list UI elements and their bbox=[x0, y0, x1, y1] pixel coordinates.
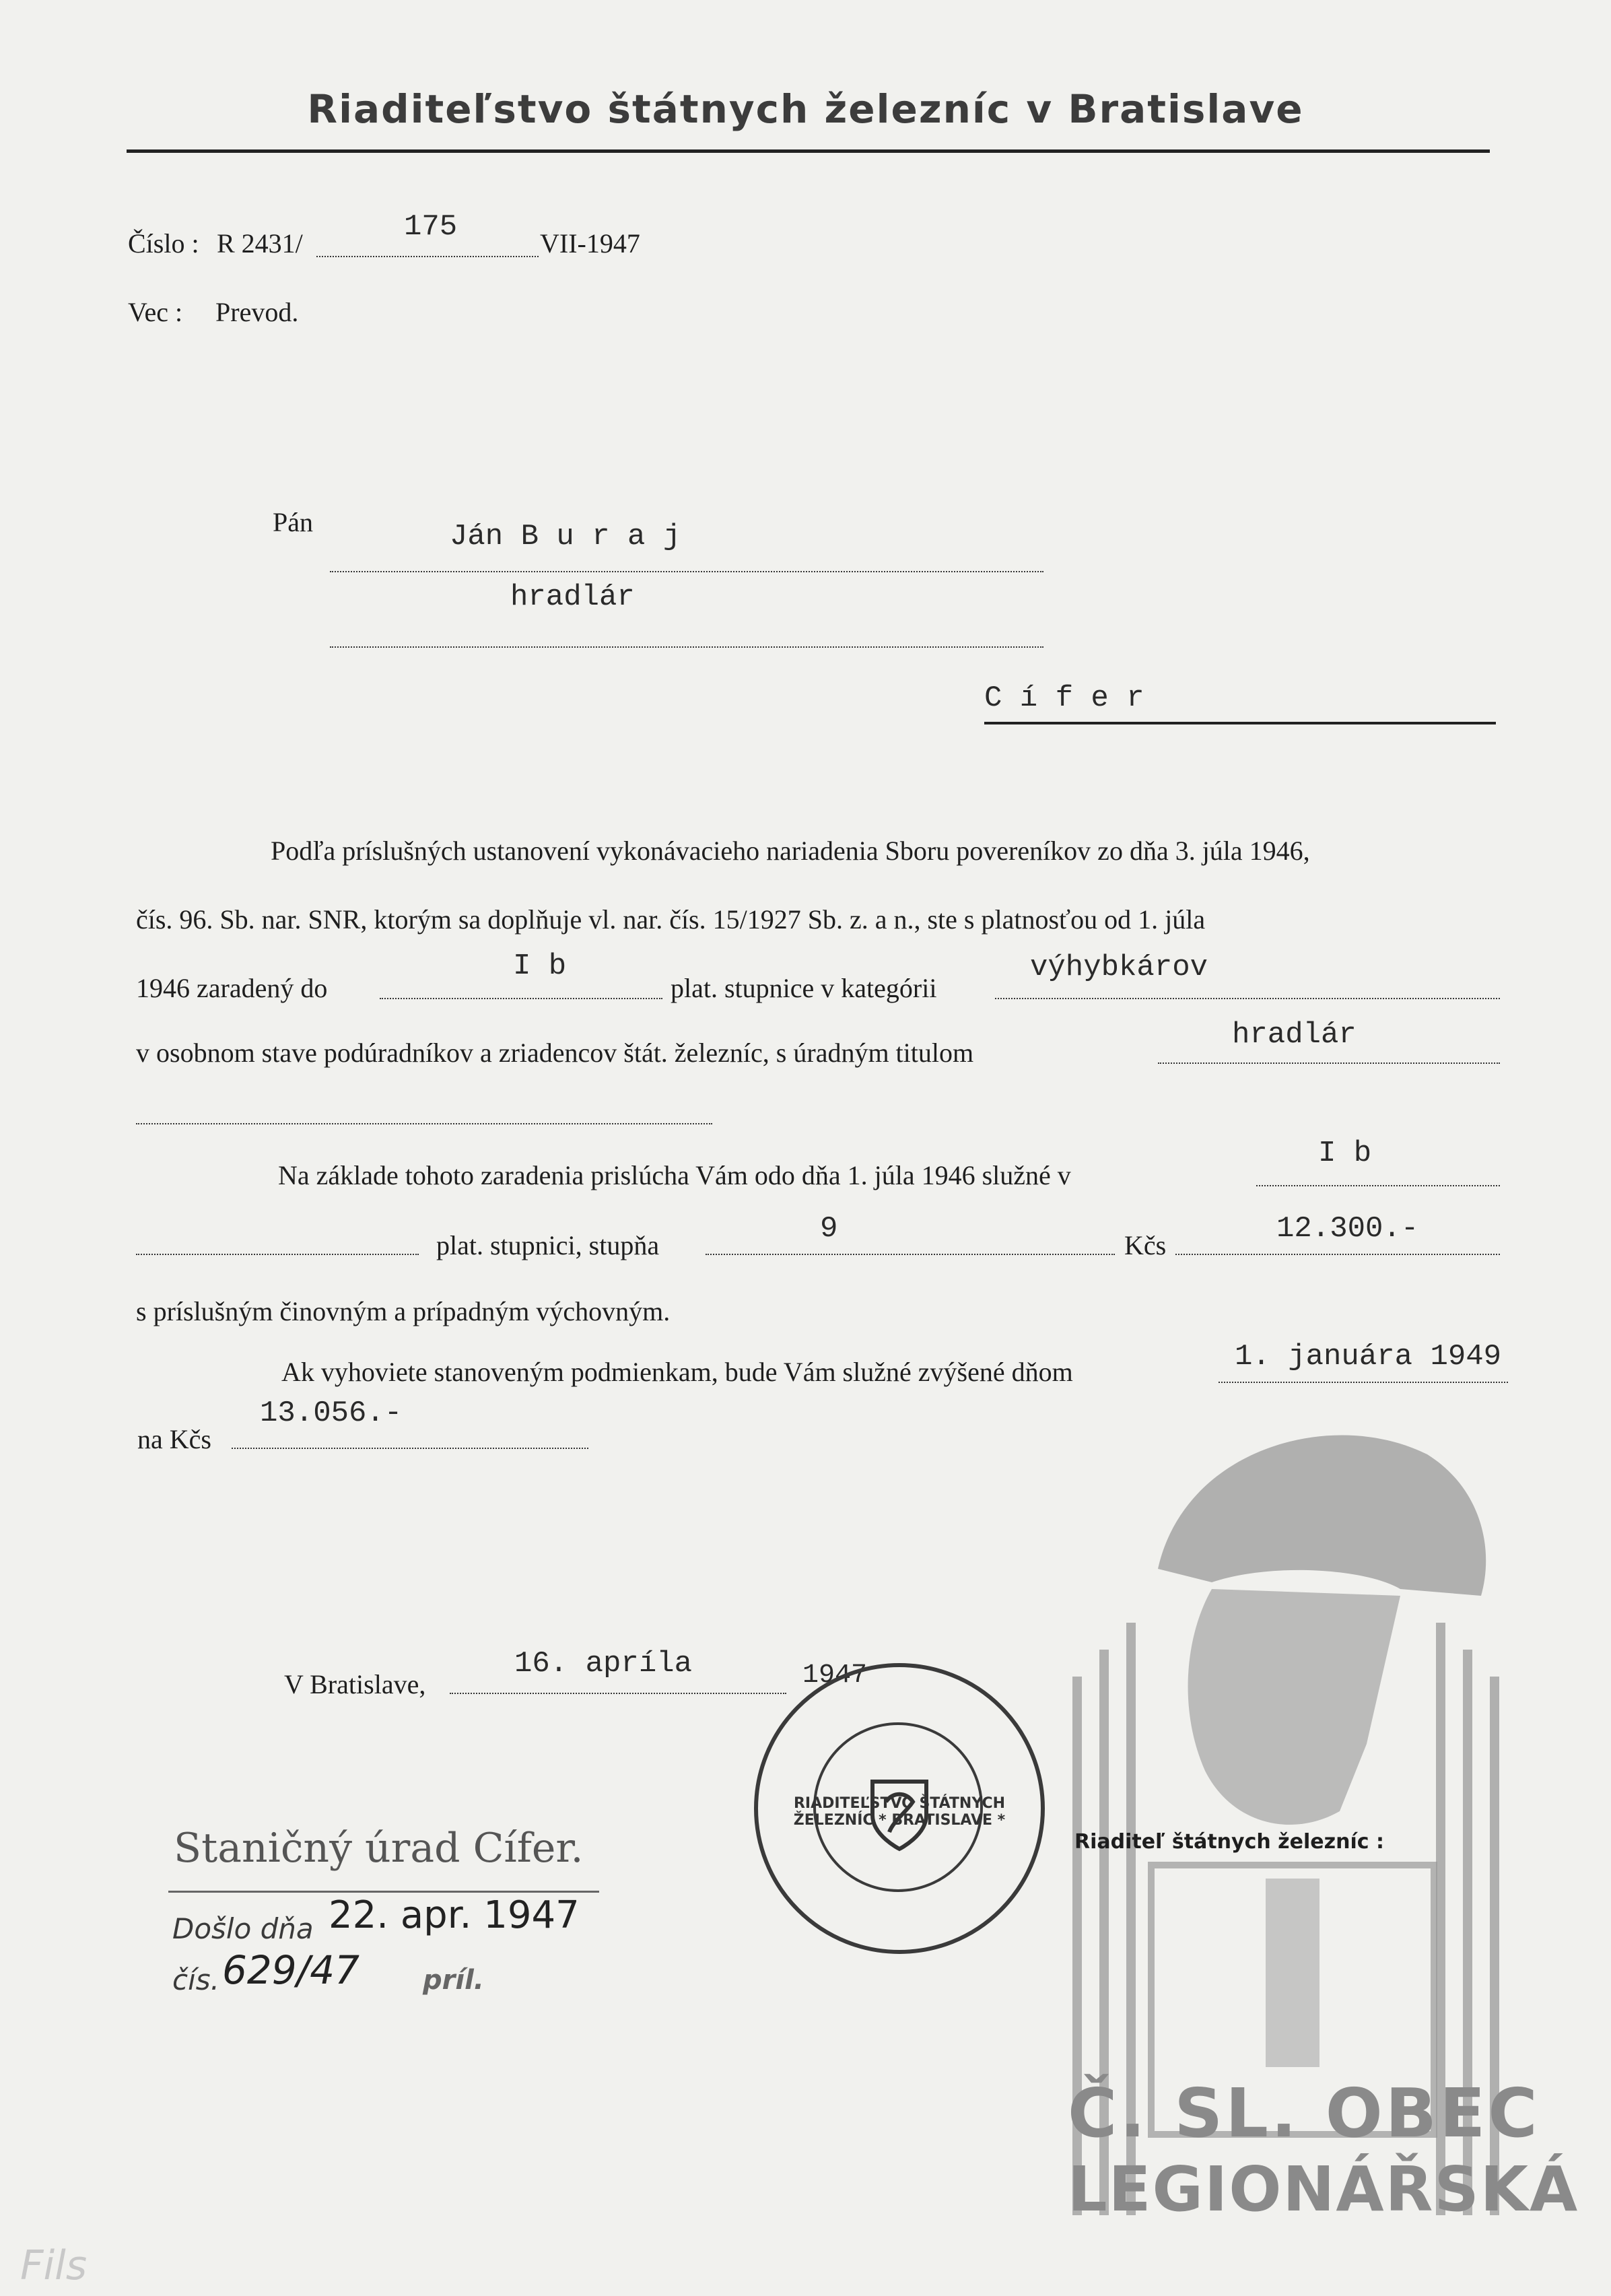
watermark-line1: Č. SL. OBEC bbox=[1068, 2074, 1540, 2153]
pan-label: Pán bbox=[273, 507, 313, 537]
p2-blank-line bbox=[136, 1254, 419, 1255]
cislo-dotted-line bbox=[316, 256, 539, 257]
station-stamp-doslo-date: 22. apr. 1947 bbox=[329, 1893, 580, 1937]
watermark-line2: LEGIONÁŘSKÁ bbox=[1068, 2153, 1579, 2225]
p1-line3-start: 1946 zaradený do bbox=[136, 973, 328, 1003]
p2-grade-line bbox=[1256, 1185, 1500, 1186]
addressee-place: C í f e r bbox=[984, 681, 1144, 715]
addressee-name: Ján B u r a j bbox=[450, 520, 681, 553]
station-stamp-doslo-label: Došlo dňa bbox=[172, 1912, 314, 1945]
station-stamp-rule bbox=[168, 1891, 599, 1893]
p3-amount: 13.056.- bbox=[260, 1396, 403, 1430]
p1-grade-line bbox=[380, 998, 662, 999]
p2-line3: s príslušným činovným a prípadným výchovným. bbox=[136, 1296, 671, 1326]
p2-step: 9 bbox=[820, 1212, 838, 1246]
p3-date: 1. januára 1949 bbox=[1235, 1340, 1502, 1374]
cislo-prefix: R 2431/ bbox=[217, 228, 303, 259]
cislo-number: 175 bbox=[404, 210, 458, 244]
p1-category-line bbox=[995, 998, 1500, 999]
p2-step-line bbox=[706, 1254, 1115, 1255]
p1-title-line bbox=[1158, 1062, 1500, 1064]
addressee-title: hradlár bbox=[510, 580, 635, 614]
vec-value: Prevod. bbox=[215, 297, 299, 327]
station-stamp-line1: Staničný úrad Cífer. bbox=[174, 1825, 584, 1872]
vec-label: Vec : bbox=[128, 297, 183, 327]
addressee-place-underline bbox=[984, 722, 1496, 724]
cislo-suffix: VII-1947 bbox=[540, 228, 640, 259]
station-stamp-cis-value: 629/47 bbox=[222, 1947, 360, 1993]
p1-extra-line bbox=[136, 1123, 712, 1124]
p2-line2-start: plat. stupnici, stupňa bbox=[436, 1230, 660, 1260]
p1-line4: v osobnom stave podúradníkov a zriadencov štát. železníc, s úradným titulom bbox=[136, 1038, 974, 1068]
p2-amount-line bbox=[1175, 1254, 1500, 1255]
station-stamp-cis-label: čís. bbox=[172, 1963, 219, 1996]
p3-amount-line bbox=[232, 1448, 588, 1449]
p2-line1: Na základe tohoto zaradenia prislúcha Vám odo dňa 1. júla 1946 služné v bbox=[278, 1160, 1071, 1190]
addressee-title-line bbox=[330, 646, 1043, 648]
p2-grade: I b bbox=[1318, 1137, 1372, 1170]
title-underline bbox=[127, 149, 1490, 153]
closing-date-day: 16. apríla bbox=[514, 1647, 693, 1681]
p1-category: výhybkárov bbox=[1030, 951, 1208, 984]
p2-amount: 12.300.- bbox=[1276, 1212, 1419, 1246]
p1-line1: Podľa príslušných ustanovení vykonávacieho nariadenia Sboru povereníkov zo dňa 3. júla 1946, bbox=[271, 836, 1310, 866]
p1-line2: čís. 96. Sb. nar. SNR, ktorým sa doplňuje vl. nar. čís. 15/1927 Sb. z. a n., ste s platnosťou od 1. júla bbox=[136, 904, 1206, 935]
document-title: Riaditeľstvo štátnych železníc v Bratislave bbox=[307, 86, 1304, 132]
p1-line3-mid: plat. stupnice v kategórii bbox=[671, 973, 937, 1003]
station-stamp-prilohy: príl. bbox=[423, 1965, 484, 1996]
p1-title: hradlár bbox=[1232, 1018, 1357, 1052]
signatory-label: Riaditeľ štátnych železníc : bbox=[1074, 1830, 1384, 1854]
p2-kcs-label: Kčs bbox=[1124, 1230, 1167, 1260]
p3-line1: Ak vyhoviete stanoveným podmienkam, bude Vám služné zvýšené dňom bbox=[281, 1357, 1073, 1387]
p3-date-line bbox=[1219, 1382, 1508, 1383]
closing-date-year: 1947 bbox=[802, 1660, 868, 1691]
official-seal bbox=[754, 1663, 1045, 1954]
cislo-label: Číslo : bbox=[128, 228, 199, 259]
p1-grade: I b bbox=[513, 949, 567, 983]
official-seal-text: RIADITEĽSTVO ŠTÁTNYCH ŽELEZNÍC * BRATISLAVE * bbox=[793, 1795, 1006, 1829]
p3-na-label: na Kčs bbox=[137, 1424, 211, 1454]
corner-pencil-note: Fils bbox=[20, 2242, 88, 2289]
addressee-name-line bbox=[330, 571, 1043, 572]
closing-date-line bbox=[450, 1693, 786, 1694]
closing-place-label: V Bratislave, bbox=[284, 1669, 426, 1699]
